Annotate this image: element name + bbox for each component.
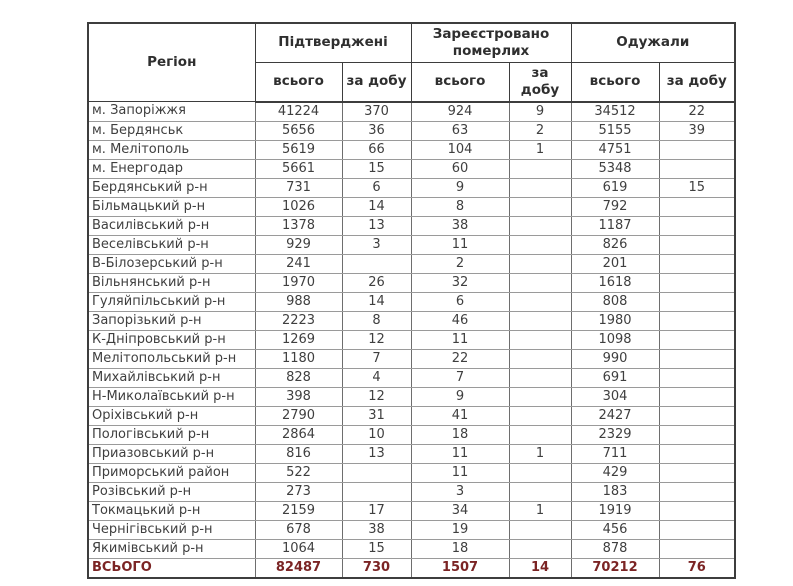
value-cell: 241 bbox=[255, 254, 342, 273]
value-cell: 1187 bbox=[571, 216, 659, 235]
value-cell: 36 bbox=[342, 121, 411, 140]
value-cell: 41224 bbox=[255, 102, 342, 122]
covid-stats-table bbox=[87, 22, 736, 579]
region-cell: Приморський район bbox=[88, 463, 255, 482]
header-group-deaths: Зареєстровано померлих bbox=[411, 23, 571, 62]
value-cell bbox=[509, 197, 571, 216]
value-cell: 1 bbox=[509, 444, 571, 463]
value-cell: 990 bbox=[571, 349, 659, 368]
value-cell bbox=[509, 368, 571, 387]
region-cell: Оріхівський р-н bbox=[88, 406, 255, 425]
value-cell bbox=[342, 463, 411, 482]
region-cell: Пологівський р-н bbox=[88, 425, 255, 444]
value-cell: 11 bbox=[411, 463, 509, 482]
value-cell bbox=[659, 501, 735, 520]
value-cell: 183 bbox=[571, 482, 659, 501]
table-row bbox=[88, 349, 735, 368]
table-row bbox=[88, 425, 735, 444]
value-cell: 370 bbox=[342, 102, 411, 122]
header-group-confirmed: Підтверджені bbox=[255, 23, 411, 62]
region-cell: Чернігівський р-н bbox=[88, 520, 255, 539]
value-cell: 1970 bbox=[255, 273, 342, 292]
table-row bbox=[88, 273, 735, 292]
value-cell: 929 bbox=[255, 235, 342, 254]
value-cell bbox=[659, 273, 735, 292]
table-row bbox=[88, 178, 735, 197]
region-cell: Якимівський р-н bbox=[88, 539, 255, 558]
region-cell: В-Білозерський р-н bbox=[88, 254, 255, 273]
value-cell: 18 bbox=[411, 539, 509, 558]
value-cell bbox=[509, 463, 571, 482]
value-cell: 2329 bbox=[571, 425, 659, 444]
value-cell: 34512 bbox=[571, 102, 659, 122]
value-cell: 924 bbox=[411, 102, 509, 122]
value-cell: 39 bbox=[659, 121, 735, 140]
value-cell: 26 bbox=[342, 273, 411, 292]
value-cell bbox=[509, 387, 571, 406]
total-recovered-total: 70212 bbox=[571, 558, 659, 578]
value-cell: 66 bbox=[342, 140, 411, 159]
value-cell: 11 bbox=[411, 330, 509, 349]
value-cell: 2864 bbox=[255, 425, 342, 444]
value-cell: 22 bbox=[659, 102, 735, 122]
value-cell bbox=[659, 216, 735, 235]
value-cell bbox=[509, 539, 571, 558]
region-cell: Н-Миколаївський р-н bbox=[88, 387, 255, 406]
region-cell: К-Дніпровський р-н bbox=[88, 330, 255, 349]
value-cell: 522 bbox=[255, 463, 342, 482]
total-confirmed-daily: 730 bbox=[342, 558, 411, 578]
value-cell: 201 bbox=[571, 254, 659, 273]
table-header bbox=[88, 23, 735, 102]
header-confirmed-daily: за добу bbox=[342, 62, 411, 101]
table-row bbox=[88, 387, 735, 406]
value-cell: 731 bbox=[255, 178, 342, 197]
table-row bbox=[88, 254, 735, 273]
value-cell bbox=[659, 368, 735, 387]
region-cell: Вільнянський р-н bbox=[88, 273, 255, 292]
total-recovered-daily: 76 bbox=[659, 558, 735, 578]
value-cell: 31 bbox=[342, 406, 411, 425]
value-cell bbox=[509, 273, 571, 292]
table-row bbox=[88, 330, 735, 349]
value-cell bbox=[659, 444, 735, 463]
value-cell: 4751 bbox=[571, 140, 659, 159]
header-group-row bbox=[88, 23, 735, 62]
value-cell: 2159 bbox=[255, 501, 342, 520]
value-cell: 12 bbox=[342, 387, 411, 406]
value-cell: 1269 bbox=[255, 330, 342, 349]
value-cell bbox=[509, 159, 571, 178]
value-cell bbox=[509, 520, 571, 539]
value-cell: 273 bbox=[255, 482, 342, 501]
table-row bbox=[88, 444, 735, 463]
value-cell: 104 bbox=[411, 140, 509, 159]
value-cell: 1378 bbox=[255, 216, 342, 235]
value-cell: 3 bbox=[411, 482, 509, 501]
value-cell: 5619 bbox=[255, 140, 342, 159]
value-cell: 8 bbox=[411, 197, 509, 216]
value-cell bbox=[659, 406, 735, 425]
total-deaths-daily: 14 bbox=[509, 558, 571, 578]
region-cell: Приазовський р-н bbox=[88, 444, 255, 463]
region-cell: Гуляйпільський р-н bbox=[88, 292, 255, 311]
value-cell: 5656 bbox=[255, 121, 342, 140]
value-cell: 18 bbox=[411, 425, 509, 444]
table-row bbox=[88, 368, 735, 387]
region-cell: Василівський р-н bbox=[88, 216, 255, 235]
value-cell: 5661 bbox=[255, 159, 342, 178]
value-cell: 15 bbox=[342, 159, 411, 178]
value-cell bbox=[659, 292, 735, 311]
value-cell: 2 bbox=[411, 254, 509, 273]
header-recovered-daily: за добу bbox=[659, 62, 735, 101]
value-cell: 619 bbox=[571, 178, 659, 197]
value-cell: 15 bbox=[342, 539, 411, 558]
value-cell: 808 bbox=[571, 292, 659, 311]
table-row bbox=[88, 406, 735, 425]
value-cell: 19 bbox=[411, 520, 509, 539]
region-cell: Запорізький р-н bbox=[88, 311, 255, 330]
value-cell: 14 bbox=[342, 197, 411, 216]
value-cell: 9 bbox=[411, 387, 509, 406]
table-footer bbox=[88, 558, 735, 578]
value-cell: 11 bbox=[411, 444, 509, 463]
value-cell: 792 bbox=[571, 197, 659, 216]
table-row bbox=[88, 235, 735, 254]
value-cell: 14 bbox=[342, 292, 411, 311]
value-cell: 1064 bbox=[255, 539, 342, 558]
total-row bbox=[88, 558, 735, 578]
value-cell: 1919 bbox=[571, 501, 659, 520]
value-cell: 7 bbox=[342, 349, 411, 368]
table-row bbox=[88, 311, 735, 330]
value-cell: 429 bbox=[571, 463, 659, 482]
value-cell bbox=[659, 140, 735, 159]
table-row bbox=[88, 292, 735, 311]
value-cell bbox=[659, 425, 735, 444]
value-cell bbox=[509, 216, 571, 235]
table-row bbox=[88, 197, 735, 216]
value-cell bbox=[659, 349, 735, 368]
value-cell: 9 bbox=[411, 178, 509, 197]
covid-stats-table-container bbox=[87, 22, 736, 579]
region-cell: Мелітопольський р-н bbox=[88, 349, 255, 368]
value-cell bbox=[659, 311, 735, 330]
table-row bbox=[88, 216, 735, 235]
region-cell: м. Запоріжжя bbox=[88, 102, 255, 122]
value-cell: 8 bbox=[342, 311, 411, 330]
value-cell: 5348 bbox=[571, 159, 659, 178]
region-cell: м. Бердянськ bbox=[88, 121, 255, 140]
header-deaths-total: всього bbox=[411, 62, 509, 101]
value-cell: 1026 bbox=[255, 197, 342, 216]
value-cell bbox=[659, 539, 735, 558]
value-cell: 6 bbox=[342, 178, 411, 197]
value-cell: 1 bbox=[509, 140, 571, 159]
value-cell: 678 bbox=[255, 520, 342, 539]
region-cell: м. Енергодар bbox=[88, 159, 255, 178]
value-cell bbox=[342, 482, 411, 501]
region-cell: Розівський р-н bbox=[88, 482, 255, 501]
value-cell bbox=[659, 235, 735, 254]
value-cell: 398 bbox=[255, 387, 342, 406]
table-row bbox=[88, 102, 735, 122]
value-cell bbox=[659, 520, 735, 539]
value-cell: 4 bbox=[342, 368, 411, 387]
value-cell: 22 bbox=[411, 349, 509, 368]
value-cell: 1180 bbox=[255, 349, 342, 368]
value-cell: 2790 bbox=[255, 406, 342, 425]
total-deaths-total: 1507 bbox=[411, 558, 509, 578]
value-cell: 7 bbox=[411, 368, 509, 387]
value-cell: 711 bbox=[571, 444, 659, 463]
region-cell: Токмацький р-н bbox=[88, 501, 255, 520]
value-cell: 38 bbox=[411, 216, 509, 235]
table-row bbox=[88, 482, 735, 501]
value-cell: 826 bbox=[571, 235, 659, 254]
value-cell: 2 bbox=[509, 121, 571, 140]
table-row bbox=[88, 140, 735, 159]
value-cell: 816 bbox=[255, 444, 342, 463]
table-row bbox=[88, 501, 735, 520]
value-cell: 11 bbox=[411, 235, 509, 254]
value-cell: 63 bbox=[411, 121, 509, 140]
value-cell: 6 bbox=[411, 292, 509, 311]
value-cell bbox=[509, 311, 571, 330]
value-cell: 304 bbox=[571, 387, 659, 406]
table-row bbox=[88, 463, 735, 482]
region-cell: Веселівський р-н bbox=[88, 235, 255, 254]
value-cell: 13 bbox=[342, 444, 411, 463]
value-cell bbox=[509, 178, 571, 197]
value-cell: 691 bbox=[571, 368, 659, 387]
region-cell: Михайлівський р-н bbox=[88, 368, 255, 387]
total-confirmed-total: 82487 bbox=[255, 558, 342, 578]
value-cell: 32 bbox=[411, 273, 509, 292]
value-cell: 2427 bbox=[571, 406, 659, 425]
header-group-recovered: Одужали bbox=[571, 23, 735, 62]
region-cell: Бердянський р-н bbox=[88, 178, 255, 197]
value-cell bbox=[509, 292, 571, 311]
value-cell: 988 bbox=[255, 292, 342, 311]
table-row bbox=[88, 539, 735, 558]
value-cell: 17 bbox=[342, 501, 411, 520]
value-cell: 38 bbox=[342, 520, 411, 539]
header-region: Регіон bbox=[88, 23, 255, 102]
value-cell bbox=[509, 330, 571, 349]
header-deaths-daily: за добу bbox=[509, 62, 571, 101]
value-cell: 456 bbox=[571, 520, 659, 539]
value-cell: 13 bbox=[342, 216, 411, 235]
value-cell: 1098 bbox=[571, 330, 659, 349]
table-body bbox=[88, 102, 735, 559]
value-cell: 15 bbox=[659, 178, 735, 197]
value-cell bbox=[509, 482, 571, 501]
region-cell: м. Мелітополь bbox=[88, 140, 255, 159]
table-row bbox=[88, 121, 735, 140]
value-cell bbox=[659, 197, 735, 216]
value-cell: 46 bbox=[411, 311, 509, 330]
value-cell bbox=[509, 349, 571, 368]
value-cell: 878 bbox=[571, 539, 659, 558]
value-cell: 5155 bbox=[571, 121, 659, 140]
value-cell: 828 bbox=[255, 368, 342, 387]
table-row bbox=[88, 159, 735, 178]
value-cell: 3 bbox=[342, 235, 411, 254]
value-cell: 2223 bbox=[255, 311, 342, 330]
value-cell: 1618 bbox=[571, 273, 659, 292]
total-label: ВСЬОГО bbox=[88, 558, 255, 578]
value-cell bbox=[659, 254, 735, 273]
value-cell: 9 bbox=[509, 102, 571, 122]
value-cell bbox=[659, 330, 735, 349]
header-recovered-total: всього bbox=[571, 62, 659, 101]
value-cell: 41 bbox=[411, 406, 509, 425]
value-cell bbox=[659, 387, 735, 406]
value-cell bbox=[509, 235, 571, 254]
value-cell bbox=[659, 463, 735, 482]
value-cell bbox=[509, 406, 571, 425]
value-cell bbox=[509, 425, 571, 444]
value-cell: 1 bbox=[509, 501, 571, 520]
value-cell: 1980 bbox=[571, 311, 659, 330]
header-confirmed-total: всього bbox=[255, 62, 342, 101]
value-cell: 10 bbox=[342, 425, 411, 444]
region-cell: Більмацький р-н bbox=[88, 197, 255, 216]
value-cell: 12 bbox=[342, 330, 411, 349]
value-cell bbox=[659, 482, 735, 501]
value-cell bbox=[342, 254, 411, 273]
table-row bbox=[88, 520, 735, 539]
value-cell bbox=[509, 254, 571, 273]
value-cell: 60 bbox=[411, 159, 509, 178]
value-cell: 34 bbox=[411, 501, 509, 520]
value-cell bbox=[659, 159, 735, 178]
